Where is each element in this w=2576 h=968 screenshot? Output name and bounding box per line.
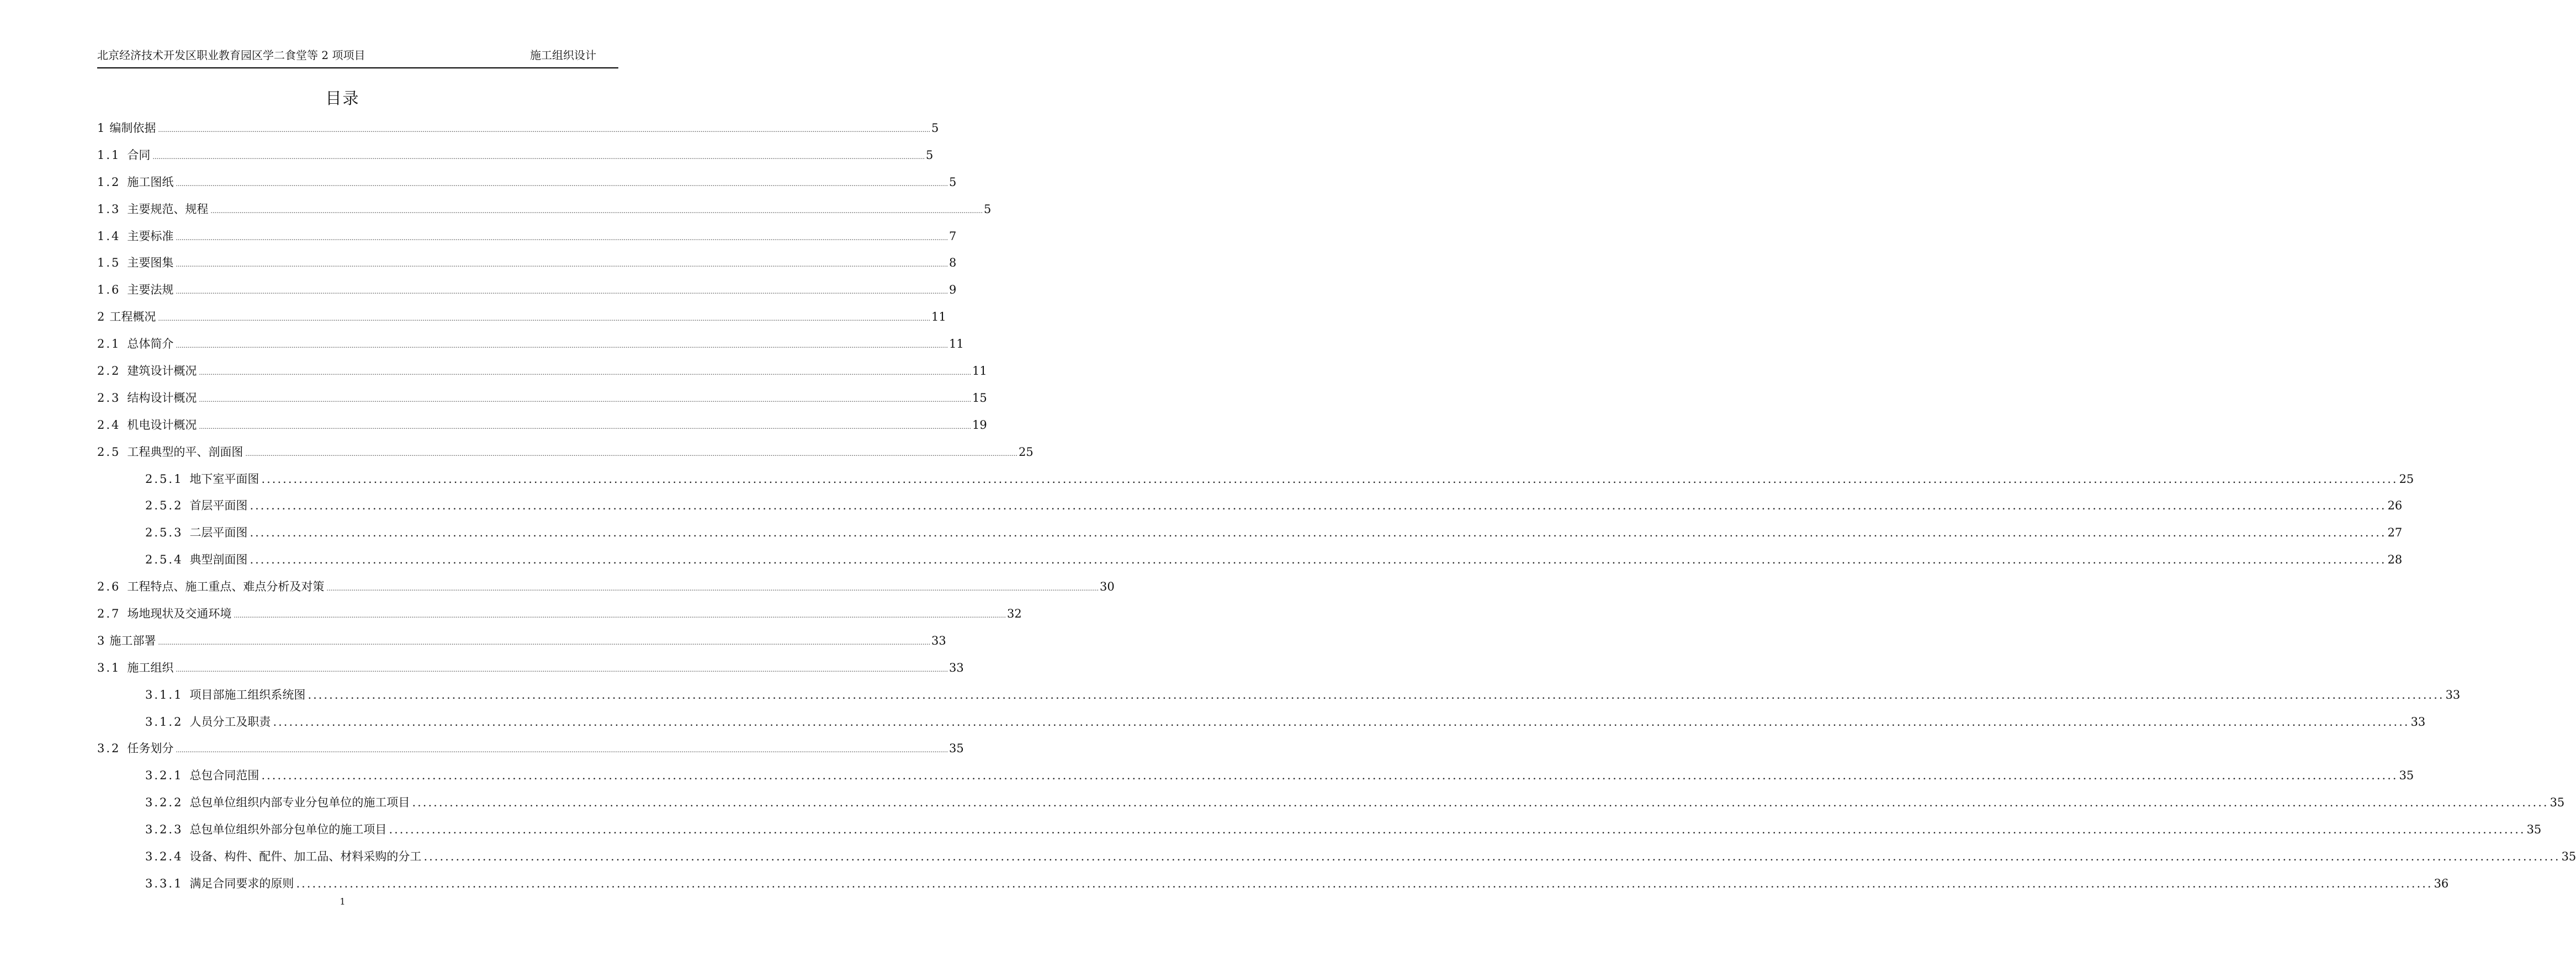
toc-entry-title: 项目部施工组织系统图 xyxy=(189,688,306,701)
toc-entry-page: 35 xyxy=(2561,850,2576,864)
toc-entry[interactable] xyxy=(97,849,2576,876)
toc-dot-leader: ................................................................................................................................................................................................................................................................................................................................................................................................................ xyxy=(423,850,2561,864)
toc-entry-page: 35 xyxy=(949,742,964,756)
toc-dot-leader: ................................................................................................................................................................................................................................................................................................................................................................................................................ xyxy=(199,423,972,430)
toc-entry-number: 2.1 xyxy=(97,337,121,351)
toc-dot-leader: ................................................................................................................................................................................................................................................................................................................................................................................................................ xyxy=(176,234,948,242)
toc-dot-leader: ................................................................................................................................................................................................................................................................................................................................................................................................................ xyxy=(158,126,931,134)
toc-entry-page: 7 xyxy=(949,229,957,243)
toc-entry-title: 主要标准 xyxy=(127,229,174,243)
toc-entry-page: 35 xyxy=(2550,796,2565,810)
toc-entry-number: 2.5.3 xyxy=(145,526,183,540)
toc-dot-leader: ................................................................................................................................................................................................................................................................................................................................................................................................................ xyxy=(326,585,1099,593)
toc-entry-title: 建筑设计概况 xyxy=(127,364,197,378)
toc-entry[interactable] xyxy=(97,688,2461,715)
toc-entry[interactable] xyxy=(97,121,939,148)
toc-entry-page: 11 xyxy=(949,337,964,351)
toc-entry-number: 3.1 xyxy=(97,661,121,674)
toc-entry-number: 1.2 xyxy=(97,175,121,189)
toc-entry-number: 1.3 xyxy=(97,202,121,216)
toc-entry[interactable] xyxy=(97,148,934,175)
toc-entry-page: 15 xyxy=(972,391,987,405)
toc-entry[interactable] xyxy=(97,768,2414,795)
toc-entry[interactable] xyxy=(97,579,1115,607)
toc-entry-page: 33 xyxy=(949,661,964,674)
toc-entry-title: 主要图集 xyxy=(127,256,174,270)
toc-dot-leader: ................................................................................................................................................................................................................................................................................................................................................................................................................ xyxy=(158,639,931,646)
toc-entry-number: 2.3 xyxy=(97,391,121,405)
toc-entry-title: 二层平面图 xyxy=(189,526,248,540)
toc-entry-page: 5 xyxy=(931,121,939,135)
toc-dot-leader: ................................................................................................................................................................................................................................................................................................................................................................................................................ xyxy=(308,688,2445,701)
toc-entry-title: 首层平面图 xyxy=(189,499,248,513)
toc-entry-number: 2.4 xyxy=(97,418,121,432)
toc-entry-title: 合同 xyxy=(127,148,151,162)
toc-dot-leader: ................................................................................................................................................................................................................................................................................................................................................................................................................ xyxy=(250,499,2387,513)
toc-entry[interactable] xyxy=(97,337,964,364)
toc-entry-page: 36 xyxy=(2434,876,2449,890)
toc-entry[interactable] xyxy=(97,525,2403,552)
toc-entry[interactable] xyxy=(97,741,964,768)
toc-dot-leader: ................................................................................................................................................................................................................................................................................................................................................................................................................ xyxy=(199,396,972,403)
toc-entry-page: 8 xyxy=(949,256,957,270)
toc-entry-number: 3.2.3 xyxy=(145,823,183,837)
toc-dot-leader: ................................................................................................................................................................................................................................................................................................................................................................................................................ xyxy=(158,315,931,323)
toc-entry-number: 2.7 xyxy=(97,607,121,621)
toc-entry-number: 3.1.2 xyxy=(145,715,183,728)
toc-dot-leader: ................................................................................................................................................................................................................................................................................................................................................................................................................ xyxy=(412,796,2549,810)
toc-entry-page: 28 xyxy=(2387,553,2403,567)
toc-entry-title: 典型剖面图 xyxy=(189,553,248,567)
toc-entry-number: 3.3.1 xyxy=(145,876,183,890)
toc-title: 目录 xyxy=(325,89,360,108)
toc-entry[interactable] xyxy=(97,418,987,445)
toc-entry[interactable] xyxy=(97,472,2414,499)
toc-entry-number: 1.1 xyxy=(97,148,121,162)
toc-entry-page: 11 xyxy=(972,364,987,378)
toc-entry-title: 结构设计概况 xyxy=(127,391,197,405)
toc-dot-leader: ................................................................................................................................................................................................................................................................................................................................................................................................................ xyxy=(176,261,948,269)
toc-entry-title: 机电设计概况 xyxy=(127,418,197,432)
toc-entry-title: 施工组织 xyxy=(127,661,174,674)
toc-entry[interactable] xyxy=(97,202,992,229)
toc-entry-page: 30 xyxy=(1100,580,1115,594)
toc-entry[interactable] xyxy=(97,552,2403,579)
toc-entry[interactable] xyxy=(97,634,946,661)
toc-entry-page: 35 xyxy=(2399,769,2414,783)
toc-dot-leader: ................................................................................................................................................................................................................................................................................................................................................................................................................ xyxy=(245,450,1018,458)
header-project-title: 北京经济技术开发区职业教育园区学二食堂等 2 项项目 xyxy=(97,49,365,62)
toc-entry-page: 19 xyxy=(972,418,987,432)
toc-entry-page: 32 xyxy=(1007,607,1022,621)
toc-dot-leader: ................................................................................................................................................................................................................................................................................................................................................................................................................ xyxy=(176,666,948,673)
toc-entry-title: 总体简介 xyxy=(127,337,174,351)
toc-entry-page: 33 xyxy=(2445,688,2461,701)
toc-entry-title: 设备、构件、配件、加工品、材料采购的分工 xyxy=(189,850,422,864)
toc-dot-leader: ................................................................................................................................................................................................................................................................................................................................................................................................................ xyxy=(250,526,2387,540)
toc-dot-leader: ................................................................................................................................................................................................................................................................................................................................................................................................................ xyxy=(273,715,2410,728)
toc-entry-number: 1.5 xyxy=(97,256,121,270)
toc-entry-title: 地下室平面图 xyxy=(189,472,259,486)
toc-entry-page: 5 xyxy=(949,175,957,189)
toc-entry-page: 26 xyxy=(2387,499,2403,513)
toc-entry-number: 3.2 xyxy=(97,742,121,756)
toc-entry-title: 工程概况 xyxy=(109,310,156,324)
toc-entry[interactable] xyxy=(97,607,1022,634)
toc-entry-number: 2.5.4 xyxy=(145,553,183,567)
toc-entry-page: 25 xyxy=(1019,445,1033,459)
toc-dot-leader: ................................................................................................................................................................................................................................................................................................................................................................................................................ xyxy=(250,553,2387,567)
toc-entry-title: 主要法规 xyxy=(127,283,174,297)
toc-dot-leader: ................................................................................................................................................................................................................................................................................................................................................................................................................ xyxy=(152,153,925,161)
toc-entry[interactable] xyxy=(97,715,2426,742)
toc-entry[interactable] xyxy=(97,256,957,283)
toc-entry-page: 5 xyxy=(926,148,934,162)
toc-entry-number: 3.2.4 xyxy=(145,850,183,864)
toc-entry-number: 2.5.1 xyxy=(145,472,183,486)
toc-entry-page: 33 xyxy=(931,634,946,647)
toc-dot-leader: ................................................................................................................................................................................................................................................................................................................................................................................................................ xyxy=(176,288,948,296)
toc-dot-leader: ................................................................................................................................................................................................................................................................................................................................................................................................................ xyxy=(199,369,972,377)
toc-entry-number: 1 xyxy=(97,121,107,135)
toc-entry-number: 2.6 xyxy=(97,580,121,594)
toc-dot-leader: ................................................................................................................................................................................................................................................................................................................................................................................................................ xyxy=(296,876,2433,890)
toc-entry-number: 3 xyxy=(97,634,107,647)
toc-entry-title: 工程特点、施工重点、难点分析及对策 xyxy=(127,580,325,594)
toc-dot-leader: ................................................................................................................................................................................................................................................................................................................................................................................................................ xyxy=(261,472,2398,486)
toc-entry-number: 2.5 xyxy=(97,445,121,459)
toc-entry[interactable] xyxy=(97,310,946,337)
toc-entry-number: 2.5.2 xyxy=(145,499,183,513)
toc-dot-leader: ................................................................................................................................................................................................................................................................................................................................................................................................................ xyxy=(389,823,2526,837)
toc-entry-title: 总包单位组织内部专业分包单位的施工项目 xyxy=(189,796,410,810)
toc-entry-number: 2 xyxy=(97,310,107,324)
toc-dot-leader: ................................................................................................................................................................................................................................................................................................................................................................................................................ xyxy=(176,747,948,754)
toc-entry-number: 3.1.1 xyxy=(145,688,183,701)
toc-dot-leader: ................................................................................................................................................................................................................................................................................................................................................................................................................ xyxy=(176,342,948,350)
toc-dot-leader: ................................................................................................................................................................................................................................................................................................................................................................................................................ xyxy=(234,612,1006,620)
toc-entry-page: 5 xyxy=(984,202,992,216)
toc-entry-number: 3.2.1 xyxy=(145,769,183,783)
toc-entry-page: 9 xyxy=(949,283,957,297)
toc-entry-title: 工程典型的平、剖面图 xyxy=(127,445,243,459)
toc-entry-number: 1.4 xyxy=(97,229,121,243)
header-document-type: 施工组织设计 xyxy=(530,49,596,62)
toc-entry[interactable] xyxy=(97,175,957,202)
toc-dot-leader: ................................................................................................................................................................................................................................................................................................................................................................................................................ xyxy=(176,180,948,188)
toc-dot-leader: ................................................................................................................................................................................................................................................................................................................................................................................................................ xyxy=(261,769,2398,783)
toc-entry-title: 满足合同要求的原则 xyxy=(189,876,294,890)
toc-entry[interactable] xyxy=(97,283,957,310)
page-header xyxy=(97,49,618,68)
toc-entry[interactable] xyxy=(97,364,987,391)
toc-entry[interactable] xyxy=(97,229,957,256)
toc-entry-title: 总包单位组织外部分包单位的施工项目 xyxy=(189,823,387,837)
toc-entry-page: 27 xyxy=(2387,526,2403,540)
toc-entry-title: 任务划分 xyxy=(127,742,174,756)
toc-entry-page: 25 xyxy=(2399,472,2414,486)
toc-entry-number: 1.6 xyxy=(97,283,121,297)
toc-entry-title: 主要规范、规程 xyxy=(127,202,209,216)
toc-entry-title: 场地现状及交通环境 xyxy=(127,607,232,621)
toc-entry[interactable] xyxy=(97,795,2565,822)
toc-entry-page: 35 xyxy=(2526,823,2542,837)
toc-dot-leader: ................................................................................................................................................................................................................................................................................................................................................................................................................ xyxy=(210,207,983,215)
toc-entry-title: 施工图纸 xyxy=(127,175,174,189)
toc-entry-number: 3.2.2 xyxy=(145,796,183,810)
toc-entry[interactable] xyxy=(97,445,1033,472)
toc-entry-title: 编制依据 xyxy=(109,121,156,135)
table-of-contents xyxy=(97,121,2576,903)
page-number: 1 xyxy=(340,896,346,907)
toc-entry-page: 11 xyxy=(931,310,946,324)
toc-entry-title: 总包合同范围 xyxy=(189,769,259,783)
toc-entry-title: 施工部署 xyxy=(109,634,156,647)
toc-entry[interactable] xyxy=(97,391,987,418)
toc-entry-title: 人员分工及职责 xyxy=(189,715,271,728)
toc-entry-number: 2.2 xyxy=(97,364,121,378)
toc-entry-page: 33 xyxy=(2410,715,2426,728)
toc-entry[interactable] xyxy=(97,498,2403,525)
toc-entry[interactable] xyxy=(97,661,964,688)
toc-entry[interactable] xyxy=(97,822,2542,849)
